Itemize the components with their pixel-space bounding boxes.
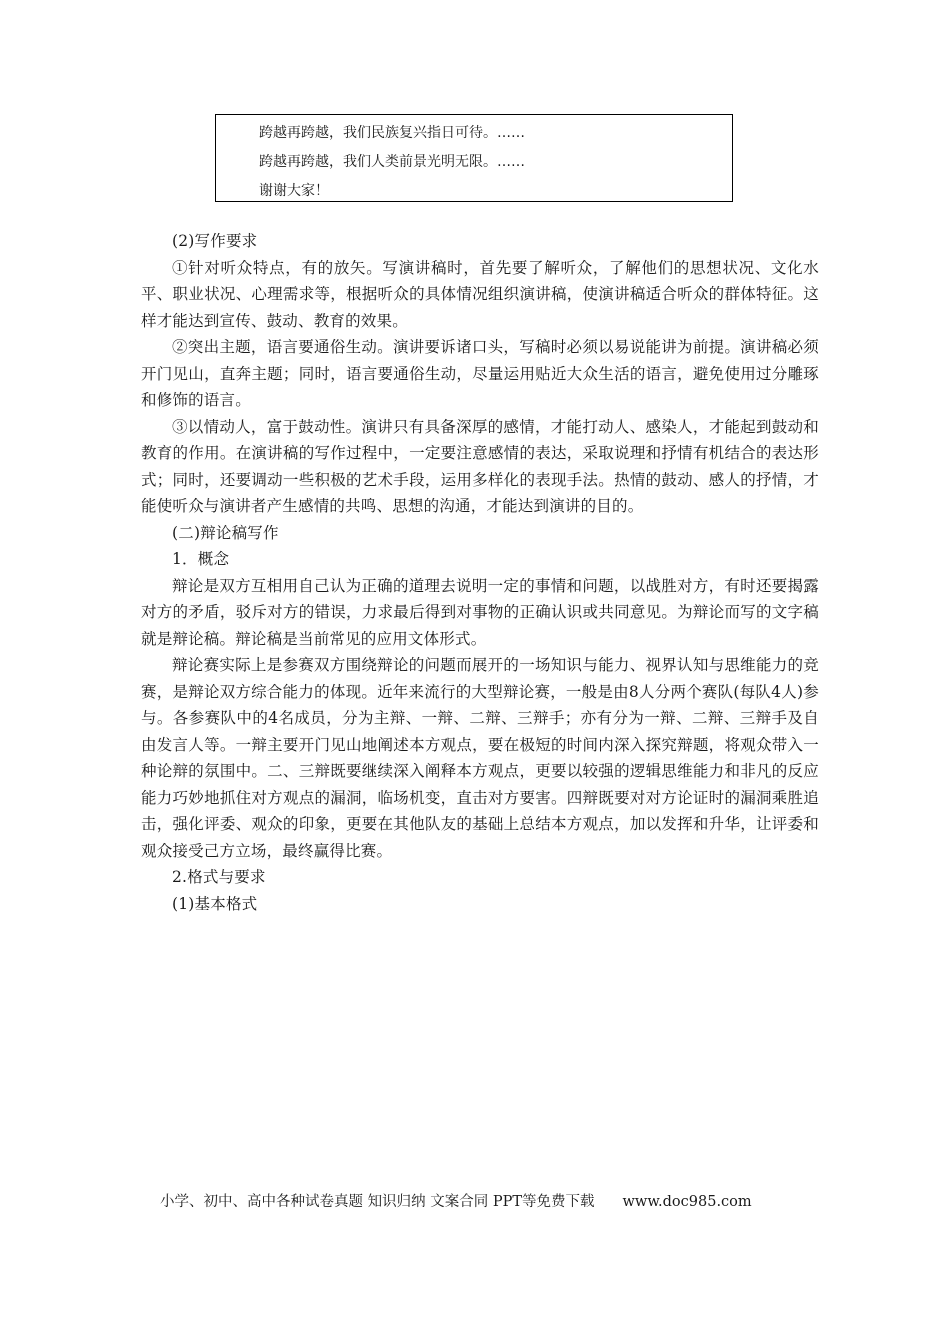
paragraph: ②突出主题，语言要通俗生动。演讲要诉诸口头，写稿时必须以易说能讲为前提。演讲稿必须开门见山，直奔主题；同时，语言要通俗生动，尽量运用贴近大众生活的语言，避免使用过分雕琢和修饰的语言。: [141, 338, 819, 409]
footer-site-link[interactable]: www.doc985.com: [622, 1194, 752, 1210]
document-body: [141, 228, 819, 917]
section-heading-writing-requirements: (2)写作要求: [172, 232, 258, 250]
paragraph: 辩论是双方互相用自己认为正确的道理去说明一定的事情和问题，以战胜对方，有时还要揭露对方的矛盾，驳斥对方的错误，力求最后得到对事物的正确认识或共同意见。为辩论而写的文字稿就是辩论稿。辩论稿是当前常见的应用文体形式。: [141, 576, 819, 648]
footer-text: 小学、初中、高中各种试卷真题 知识归纳 文案合同 PPT等免费下载: [160, 1194, 595, 1210]
quote-line: 跨越再跨越，我们人类前景光明无限。……: [259, 154, 525, 170]
section-heading-basic-format: (1)基本格式: [172, 894, 258, 913]
paragraph: 辩论赛实际上是参赛双方围绕辩论的问题而展开的一场知识与能力、视界认知与思维能力的竞赛，是辩论双方综合能力的体现。近年来流行的大型辩论赛，一般是由8人分两个赛队(每队4人)参与。各参赛队中的4名成员，分为主辩、一辩、二辩、三辩手；亦有分为一辩、二辩、三辩手及自由发言人等。一辩主要开门见山地阐述本方观点，要在极短的时间内深入探究辩题，将观众带入一种论辩的氛围中。二、三辩既要继续深入阐释本方观点，更要以较强的逻辑思维能力和非凡的反应能力巧妙地抓住对方观点的漏洞，临场机变，直击对方要害。四辩既要对对方论证时的漏洞乘胜追击，强化评委、观众的印象，更要在其他队友的基础上总结本方观点，加以发挥和升华，让评委和观众接受己方立场，最终赢得比赛。: [141, 656, 819, 860]
page-footer: [160, 1190, 800, 1211]
paragraph: ①针对听众特点，有的放矢。写演讲稿时，首先要了解听众，了解他们的思想状况、文化水平、职业状况、心理需求等，根据听众的具体情况组织演讲稿，使演讲稿适合听众的群体特征。这样才能达到宣传、鼓动、教育的效果。: [141, 258, 819, 330]
section-heading-concept: 1．概念: [172, 550, 230, 568]
paragraph: ③以情动人，富于鼓动性。演讲只有具备深厚的感情，才能打动人、感染人，才能起到鼓动和教育的作用。在演讲稿的写作过程中，一定要注意感情的表达，采取说理和抒情有机结合的表达形式；同时，还要调动一些积极的艺术手段，运用多样化的表现手法。热情的鼓动、感人的抒情，才能使听众与演讲者产生感情的共鸣、思想的沟通，才能达到演讲的目的。: [141, 417, 819, 515]
quote-line: 谢谢大家！: [259, 183, 329, 199]
section-heading-format: 2.格式与要求: [172, 868, 266, 886]
section-heading-debate-writing: (二)辩论稿写作: [172, 523, 279, 542]
quote-line: 跨越再跨越，我们民族复兴指日可待。……: [259, 125, 525, 141]
speech-ending-quote-box: [215, 114, 733, 202]
